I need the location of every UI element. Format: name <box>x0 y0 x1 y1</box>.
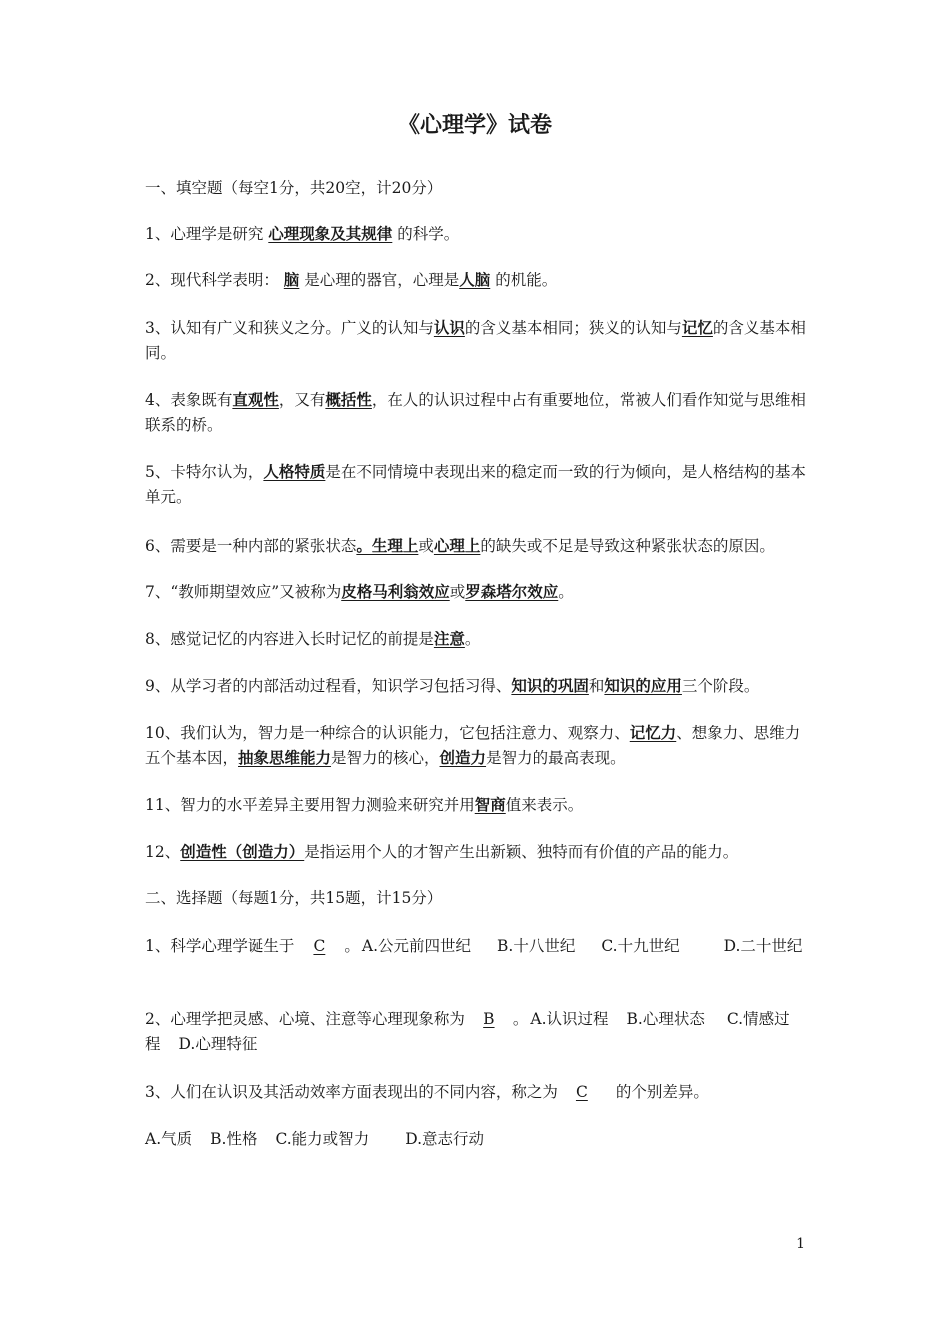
choice-q2: 2、心理学把灵感、心境、注意等心理现象称为 B 。 A.认识过程 B.心理状态 C.情感过程 D.心理特征 <box>145 1007 810 1057</box>
option-c: C.情感过程 <box>145 1010 790 1053</box>
answer: 概括性 <box>325 391 372 409</box>
fill-q2: 2、现代科学表明： 脑 是心理的器官，心理是人脑 的机能。 <box>145 271 558 289</box>
option-a: A.认识过程 <box>530 1010 609 1028</box>
answer: 认识 <box>433 319 465 337</box>
option-a: A.公元前四世纪 <box>361 937 472 955</box>
fill-q11: 11、智力的水平差异主要用智力测验来研究并用智商值来表示。 <box>145 796 584 814</box>
answer-blank: C <box>575 1083 588 1101</box>
option-d: D.意志行动 <box>405 1130 485 1148</box>
answer: 创造力 <box>439 749 487 767</box>
option-d: D.心理特征 <box>178 1035 258 1053</box>
answer: 抽象思维能力 <box>238 749 332 767</box>
fill-q3: 3、认知有广义和狭义之分。广义的认知与认识的含义基本相同；狭义的认知与记忆的含义基本相同。 <box>145 319 806 362</box>
choice-q1: 1、科学心理学诞生于 C 。 A.公元前四世纪 B.十八世纪 C.十九世纪 D.二十世纪 <box>145 934 810 959</box>
answer: 心理现象及其规律 <box>268 225 393 243</box>
answer-blank: C <box>313 937 326 955</box>
answer: 知识的应用 <box>604 677 682 695</box>
option-c: C.能力或智力 <box>275 1130 370 1148</box>
answer: 记忆力 <box>629 724 677 742</box>
answer: 人格特质 <box>263 463 326 481</box>
fill-q9: 9、从学习者的内部活动过程看，知识学习包括习得、知识的巩固和知识的应用三个阶段。 <box>145 677 760 695</box>
page-number: 1 <box>796 1236 805 1252</box>
fill-q5: 5、卡特尔认为，人格特质是在不同情境中表现出来的稳定而一致的行为倾向，是人格结构的基本单元。 <box>145 463 806 506</box>
fill-q4: 4、表象既有直观性，又有概括性，在人的认识过程中占有重要地位，常被人们看作知觉与思维相联系的桥。 <box>145 391 806 434</box>
option-b: B.心理状态 <box>626 1010 705 1028</box>
section1-heading: 一、填空题（每空1分，共20空，计20分） <box>145 179 443 197</box>
option-a: A.气质 <box>145 1130 193 1148</box>
answer: 。生理上 <box>356 537 419 555</box>
answer: 脑 <box>283 271 300 289</box>
section2-heading: 二、选择题（每题1分，共15题，计15分） <box>145 889 443 907</box>
fill-q1: 1、心理学是研究 心理现象及其规律 的科学。 <box>145 225 460 243</box>
fill-q6: 6、需要是一种内部的紧张状态。生理上或心理上的缺失或不足是导致这种紧张状态的原因。 <box>145 537 775 555</box>
fill-q8: 8、感觉记忆的内容进入长时记忆的前提是注意。 <box>145 630 481 648</box>
fill-q10: 10、我们认为，智力是一种综合的认识能力，它包括注意力、观察力、记忆力、想象力、思维力五个基本因，抽象思维能力是智力的核心，创造力是智力的最高表现。 <box>145 724 801 767</box>
fill-q12: 12、创造性（创造力）是指运用个人的才智产生出新颖、独特而有价值的产品的能力。 <box>145 843 739 861</box>
option-b: B.性格 <box>210 1130 258 1148</box>
answer-blank: B <box>483 1010 495 1028</box>
answer: 直观性 <box>232 391 279 409</box>
answer: 心理上 <box>433 537 481 555</box>
answer: 皮格马利翁效应 <box>341 583 450 601</box>
option-c: C.十九世纪 <box>601 937 680 955</box>
answer: 创造性（创造力） <box>180 843 305 861</box>
page-title: 《心理学》试卷 <box>397 113 552 138</box>
answer: 罗森塔尔效应 <box>465 583 559 601</box>
fill-q7: 7、“教师期望效应”又被称为皮格马利翁效应或罗森塔尔效应。 <box>145 583 574 601</box>
answer: 知识的巩固 <box>511 677 589 695</box>
option-b: B.十八世纪 <box>497 937 576 955</box>
answer: 注意 <box>433 630 465 648</box>
answer: 人脑 <box>459 271 491 289</box>
answer: 智商 <box>474 796 506 814</box>
answer: 记忆 <box>681 319 713 337</box>
option-d: D.二十世纪 <box>723 937 803 955</box>
choice-q3: 3、人们在认识及其活动效率方面表现出的不同内容，称之为 C 的个别差异。 <box>145 1080 810 1105</box>
choice-q3-options <box>145 1127 810 1152</box>
